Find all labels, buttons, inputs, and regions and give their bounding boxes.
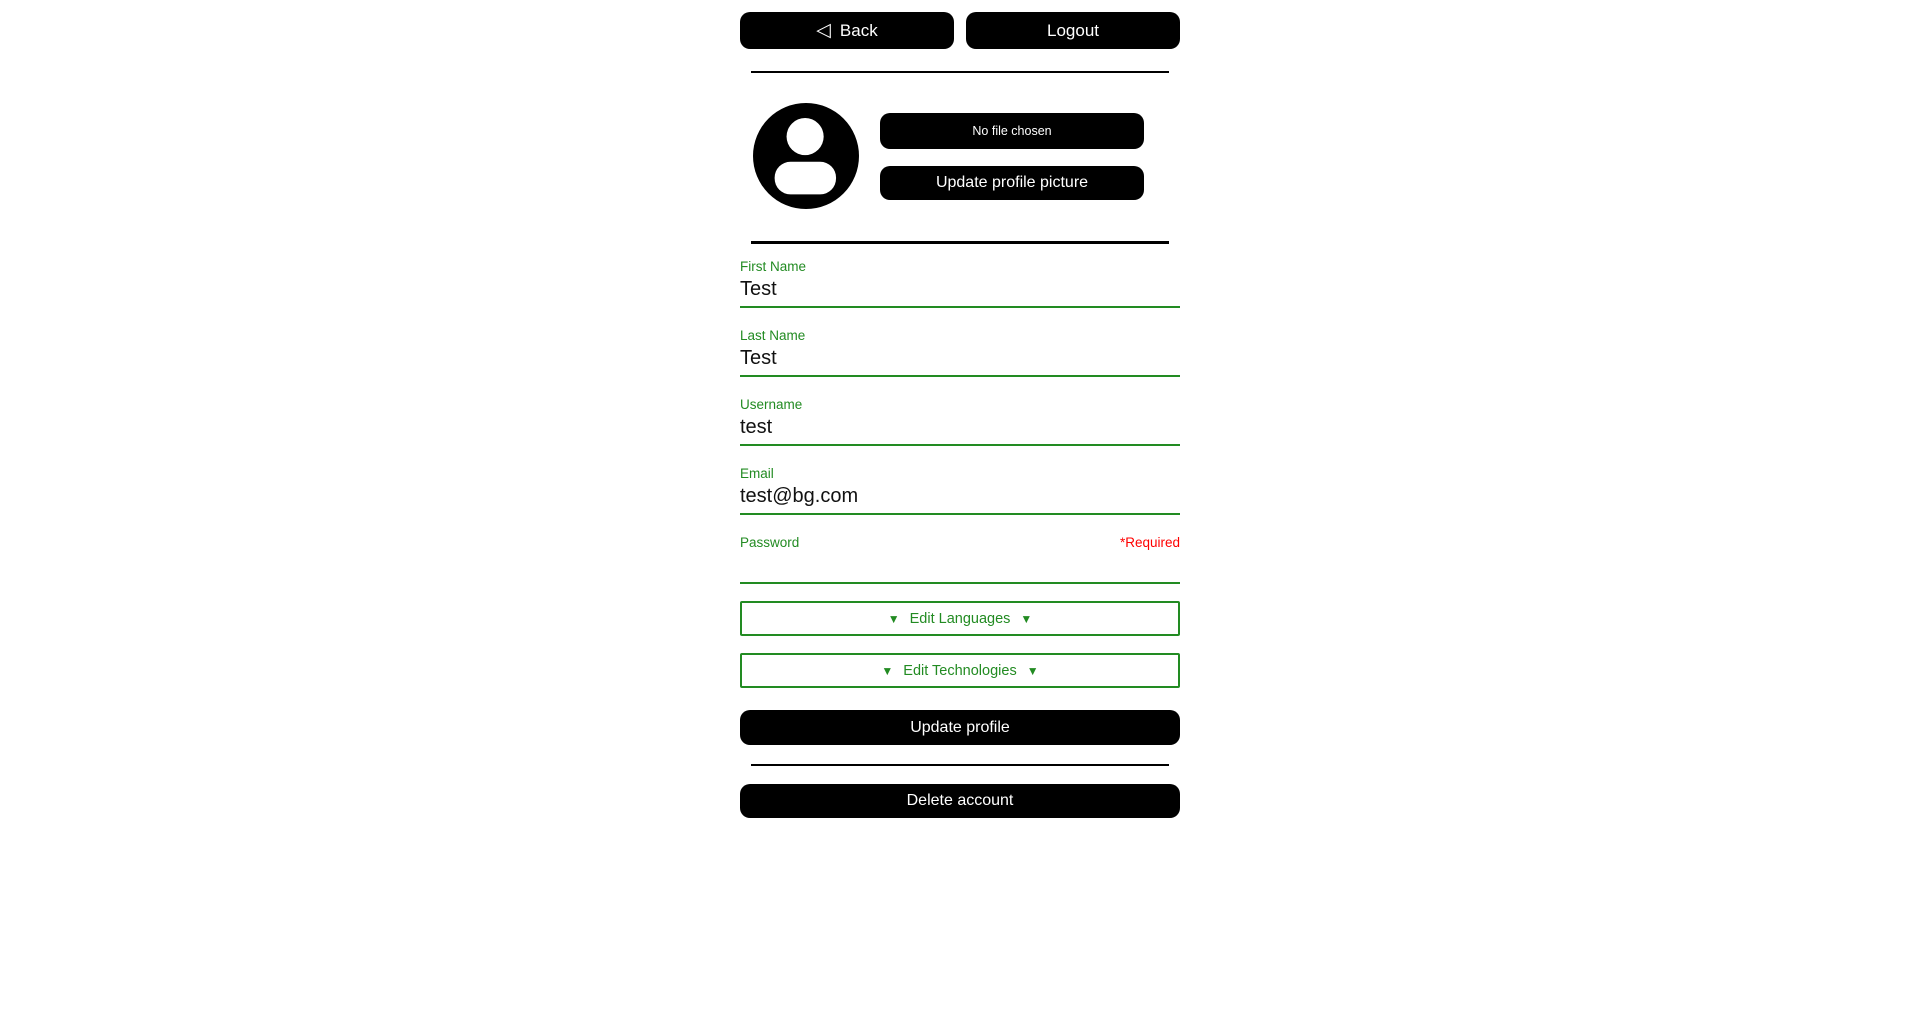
email-input[interactable] (740, 482, 1180, 515)
last-name-input[interactable] (740, 344, 1180, 377)
back-button-label: Back (839, 20, 878, 40)
chevron-down-icon: ▼ (1026, 663, 1039, 678)
edit-languages-button[interactable] (740, 601, 1180, 636)
edit-languages-label: Edit Languages (909, 610, 1011, 627)
field-username (740, 396, 1180, 446)
username-label: Username (740, 397, 803, 412)
username-input[interactable] (740, 413, 1180, 446)
email-label: Email (740, 466, 774, 481)
back-button[interactable] (740, 12, 954, 49)
profile-page (740, 0, 1180, 818)
password-required-note: *Required (1119, 535, 1180, 550)
divider-danger (751, 764, 1169, 766)
logout-button[interactable]: Logout (966, 12, 1180, 49)
top-button-row (740, 12, 1180, 49)
first-name-label: First Name (740, 259, 807, 274)
password-label: Password (740, 535, 800, 550)
update-picture-button[interactable]: Update profile picture (880, 166, 1144, 200)
back-arrow-icon: ◁ (816, 20, 831, 41)
picture-buttons-column (880, 113, 1144, 200)
profile-picture-section (753, 103, 1144, 209)
chevron-down-icon: ▼ (1020, 611, 1033, 626)
field-first-name (740, 258, 1180, 308)
edit-technologies-label: Edit Technologies (903, 662, 1017, 679)
divider-picture (751, 241, 1169, 244)
field-last-name (740, 327, 1180, 377)
field-password (740, 534, 1180, 584)
choose-file-button[interactable]: No file chosen (880, 113, 1144, 149)
chevron-down-icon: ▼ (881, 663, 894, 678)
field-email (740, 465, 1180, 515)
divider-top (751, 71, 1169, 73)
update-profile-button[interactable]: Update profile (740, 710, 1180, 745)
edit-technologies-button[interactable] (740, 653, 1180, 688)
profile-form (740, 258, 1180, 745)
password-input[interactable] (740, 551, 1180, 584)
first-name-input[interactable] (740, 275, 1180, 308)
chevron-down-icon: ▼ (887, 611, 900, 626)
delete-account-button[interactable]: Delete account (740, 784, 1180, 818)
last-name-label: Last Name (740, 328, 806, 343)
person-avatar-icon (753, 103, 859, 209)
